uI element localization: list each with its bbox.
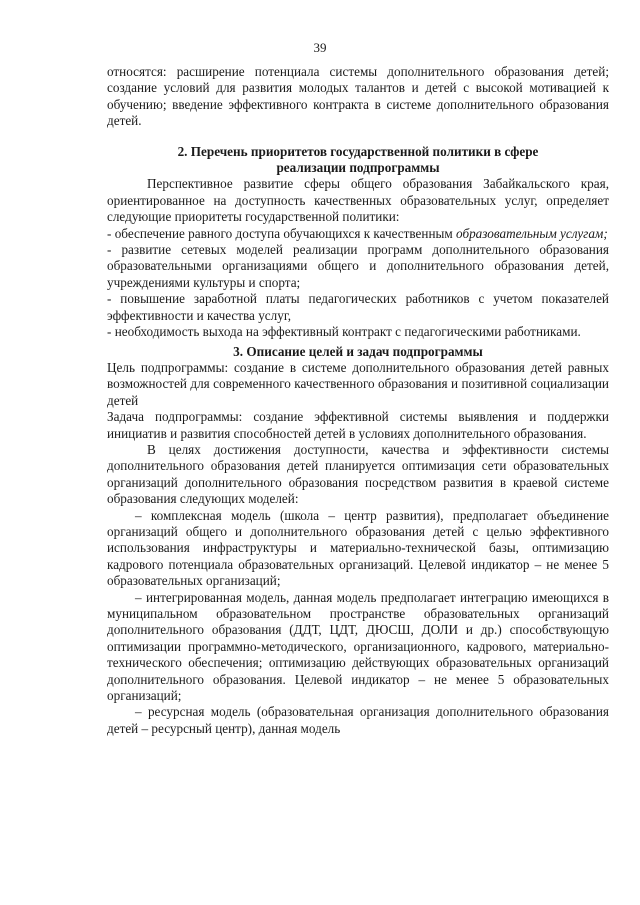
priority-item-2: - развитие сетевых моделей реализации программ дополнительного образования образовательными организациями общего и дополнительного образования детей, учреждениями культуры и спорта; [107, 242, 609, 290]
priority-item-1-italic: образовательным услугам; [456, 225, 608, 241]
section-3-heading: 3. Описание целей и задач подпрограммы [233, 343, 483, 359]
model-item-comprehensive: – комплексная модель (школа – центр развития), предполагает объединение организаций общего и дополнительного образования детей с целью эффективного использования инфраструктуры и материально-технической базы, оптимизацию кадрового потенциала образовательных организаций. Целевой индикатор – не менее 5 образовательных организаций; [107, 507, 609, 589]
task-paragraph: Задача подпрограммы: создание эффективной системы выявления и поддержки инициатив и развития способностей детей в условиях дополнительного образования. [107, 409, 609, 441]
priority-item-1-text: - обеспечение равного доступа обучающихся к качественным [107, 225, 457, 241]
section-2-heading-line1: 2. Перечень приоритетов государственной политики в сфере [177, 143, 539, 159]
section-2-heading [107, 144, 609, 177]
section-2-lead: Перспективное развитие сферы общего образования Забайкальского края, ориентированное на доступность качественных образовательных услуг, определяет следующие приоритеты государственной политики: [107, 176, 609, 225]
intro-paragraph: относятся: расширение потенциала системы дополнительного образования детей; создание условий для развития молодых талантов и детей с высокой мотивацией к обучению; введение эффективного контракта в системе дополнительного образования детей. [107, 64, 609, 129]
model-item-integrated: – интегрированная модель, данная модель предполагает интеграцию имеющихся в муниципальном образовательном пространстве образовательных организаций дополнительного образования (ДДТ, ЦДТ, ДЮСШ, ДОЛИ и др.) способствующую оптимизации программно-методического, организационного, кадрового, материально-технического обеспечения; оптимизацию действующих образовательных организаций дополнительного образования. Целевой индикатор – не менее 5 образовательных организаций; [107, 589, 609, 704]
page-number: 39 [313, 40, 327, 55]
page-content [107, 64, 609, 737]
priority-item-3: - повышение заработной платы педагогических работников с учетом показателей эффективности и качества услуг, [107, 291, 609, 323]
section-2-heading-line2: реализации подпрограммы [276, 160, 440, 176]
model-item-resource: – ресурсная модель (образовательная организация дополнительного образования детей – ресурсный центр), данная модель [107, 704, 609, 736]
priority-item-1 [107, 226, 609, 242]
models-intro-paragraph: В целях достижения доступности, качества и эффективности системы дополнительного образования детей планируется оптимизация сети образовательных организаций дополнительного образования посредством развития в краевой системе образования следующих моделей: [107, 441, 609, 507]
priority-item-4: - необходимость выхода на эффективный контракт с педагогическими работниками. [107, 324, 581, 340]
goal-paragraph: Цель подпрограммы: создание в системе дополнительного образования детей равных возможностей для современного качественного образования и позитивной социализации детей [107, 359, 609, 408]
